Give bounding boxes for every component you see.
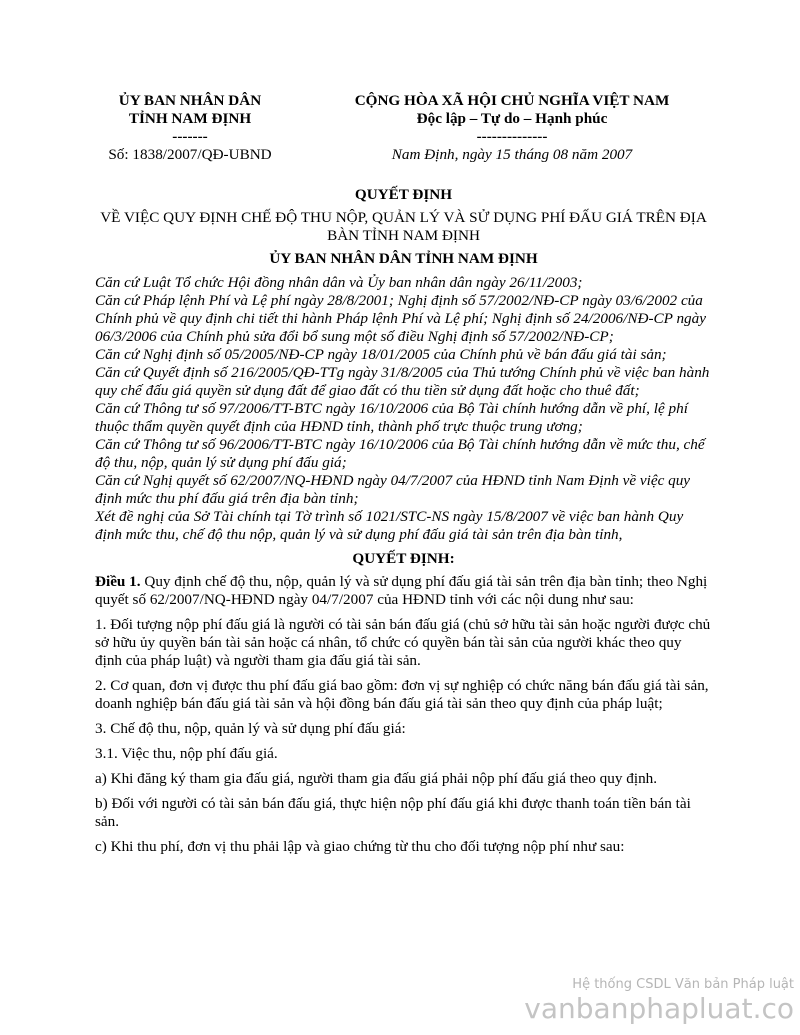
document-page [95,92,712,856]
watermark-domain: vanbanphapluat.co [524,992,794,1025]
legal-basis-item: Căn cứ Luật Tổ chức Hội đồng nhân dân và Ủy ban nhân dân ngày 26/11/2003; [95,274,583,291]
motto-separator: -------------- [476,128,548,145]
watermark-footer [524,977,794,1025]
paragraph: 2. Cơ quan, đơn vị được thu phí đấu giá bao gồm: đơn vị sự nghiệp có chức năng bán đấu giá tài sản, doanh nghiệp bán đấu giá tài sản và hội đồng bán đấu giá tài sản theo quy định của pháp luật; [95,677,709,712]
paragraph: 1. Đối tượng nộp phí đấu giá là người có tài sản bán đấu giá (chủ sở hữu tài sản hoặc người được chủ sở hữu ủy quyền bán tài sản hoặc cá nhân, tổ chức có quyền bán tài sản của người khác theo quy định của pháp luật) và người tham gia đấu giá tài sản. [95,616,711,669]
issuer-name-line1: ỦY BAN NHÂN DÂN [118,92,262,109]
article-1 [95,573,712,609]
legal-basis-item: Căn cứ Quyết định số 216/2005/QĐ-TTg ngày 31/8/2005 của Thủ tướng Chính phủ về việc ban hành quy chế đấu giá quyền sử dụng đất để giao đất có thu tiền sử dụng đất hoặc cho thuê đất; [95,364,710,399]
document-subtitle: VỀ VIỆC QUY ĐỊNH CHẾ ĐỘ THU NỘP, QUẢN LÝ VÀ SỬ DỤNG PHÍ ĐẤU GIÁ TRÊN ĐỊA BÀN TỈNH NAM ĐỊNH [100,209,707,244]
document-title: QUYẾT ĐỊNH [354,186,453,203]
issuer-separator: ------- [172,128,208,145]
issue-date: Nam Định, ngày 15 tháng 08 năm 2007 [391,146,633,163]
legal-basis-item: Xét đề nghị của Sở Tài chính tại Tờ trình số 1021/STC-NS ngày 15/8/2007 về việc ban hành Quy định mức thu, chế độ thu nộp, quản lý và sử dụng phí đấu giá tài sản trên địa bàn tỉnh, [95,508,684,543]
legal-basis-item: Căn cứ Nghị quyết số 62/2007/NQ-HĐND ngày 04/7/2007 của HĐND tỉnh Nam Định về việc quy định mức thu phí đấu giá trên địa bàn tỉnh; [95,472,691,507]
article-1-label: Điều 1. [95,573,141,590]
issuer-name-line2: TỈNH NAM ĐỊNH [128,110,252,127]
motto: Độc lập – Tự do – Hạnh phúc [416,110,608,127]
watermark-caption: Hệ thống CSDL Văn bản Pháp luật [572,977,794,992]
paragraph: 3. Chế độ thu, nộp, quản lý và sử dụng phí đấu giá: [95,720,406,737]
issuer-block [95,92,285,164]
document-number: Số: 1838/2007/QĐ-UBND [108,146,272,163]
national-motto-block [312,92,712,164]
decision-heading: QUYẾT ĐỊNH: [352,550,455,567]
legal-basis-item: Căn cứ Thông tư số 96/2006/TT-BTC ngày 16/10/2006 của Bộ Tài chính hướng dẫn về mức thu, chế độ thu, nộp, quản lý sử dụng phí đấu giá; [95,436,705,471]
legal-basis-item: Căn cứ Pháp lệnh Phí và Lệ phí ngày 28/8/2001; Nghị định số 57/2002/NĐ-CP ngày 03/6/2002 của Chính phủ về quy định chi tiết thi hành Pháp lệnh Phí và Lệ phí; Nghị định số 24/2006/NĐ-CP ngày 06/3/2006 của Chính phủ sửa đổi bổ sung một số điều Nghị định số 57/2002/NĐ-CP; [95,292,706,345]
paragraph: 3.1. Việc thu, nộp phí đấu giá. [95,745,278,762]
document-header [95,92,712,164]
legal-basis-item: Căn cứ Nghị định số 05/2005/NĐ-CP ngày 18/01/2005 của Chính phủ về bán đấu giá tài sản; [95,346,667,363]
issuing-authority: ỦY BAN NHÂN DÂN TỈNH NAM ĐỊNH [269,250,538,267]
paragraph: a) Khi đăng ký tham gia đấu giá, người tham gia đấu giá phải nộp phí đấu giá theo quy định. [95,770,658,787]
paragraph: b) Đối với người có tài sản bán đấu giá, thực hiện nộp phí đấu giá khi được thanh toán tiền bán tài sản. [95,795,691,830]
paragraph: c) Khi thu phí, đơn vị thu phải lập và giao chứng từ thu cho đối tượng nộp phí như sau: [95,838,625,855]
article-1-text: Quy định chế độ thu, nộp, quản lý và sử dụng phí đấu giá tài sản trên địa bàn tỉnh; theo Nghị quyết số 62/2007/NQ-HĐND ngày 04/7/2007 của HĐND tỉnh với các nội dung như sau: [95,573,708,608]
legal-bases [95,274,712,544]
legal-basis-item: Căn cứ Thông tư số 97/2006/TT-BTC ngày 16/10/2006 của Bộ Tài chính hướng dẫn về phí, lệ phí thuộc thẩm quyền quyết định của HĐND tỉnh, thành phố trực thuộc trung ương; [95,400,688,435]
country-name: CỘNG HÒA XÃ HỘI CHỦ NGHĨA VIỆT NAM [354,92,670,109]
